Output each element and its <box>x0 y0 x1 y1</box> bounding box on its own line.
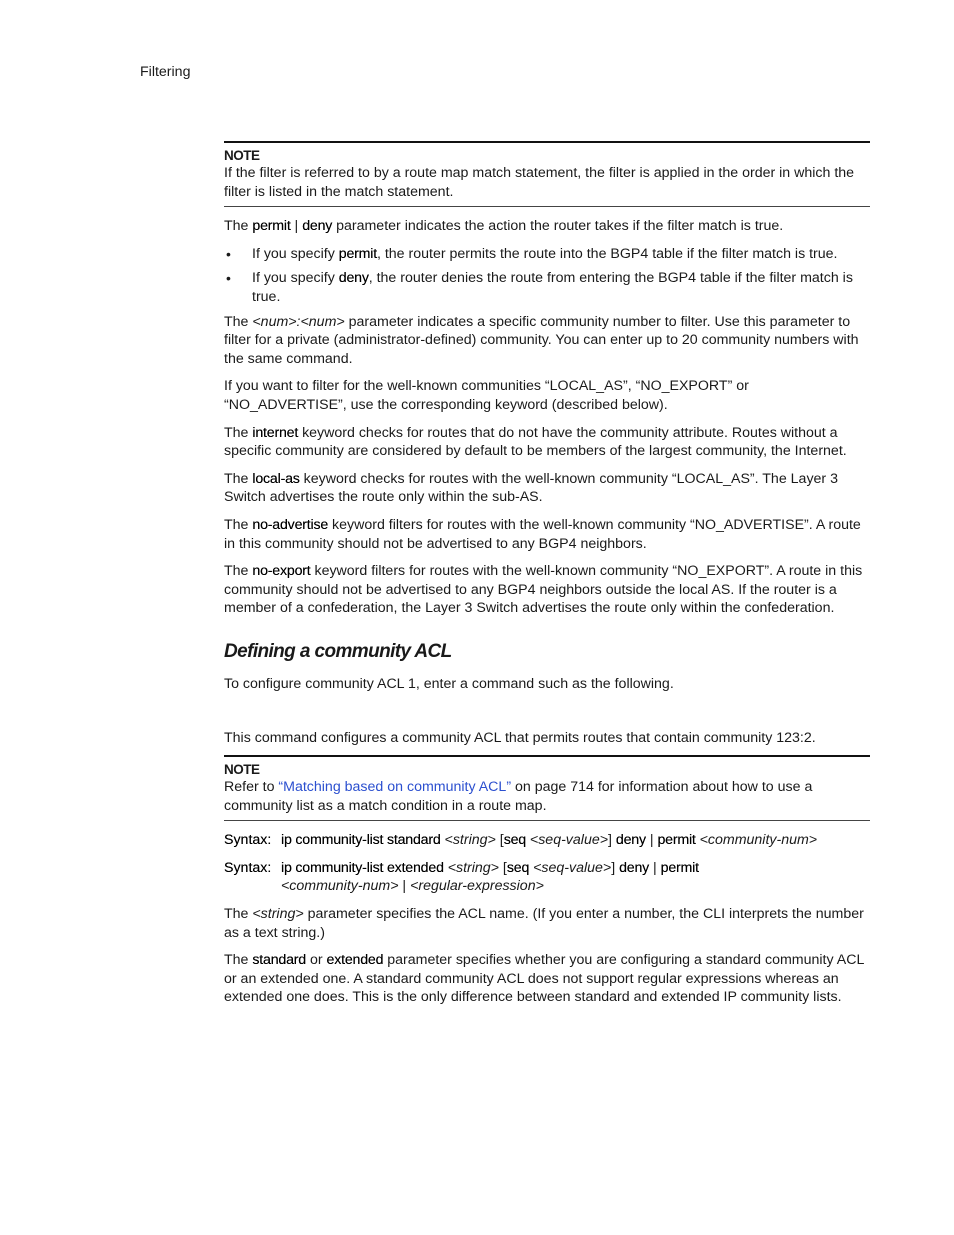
paragraph-permit-deny: The permit | deny parameter indicates the action the router takes if the filter match is true. <box>224 218 784 235</box>
variable-num: <num>:<num> <box>252 313 345 330</box>
keyword-deny: deny <box>338 270 369 287</box>
keyword-standard: standard <box>252 952 307 969</box>
paragraph-well-known: If you want to filter for the well-known communities “LOCAL_AS”, “NO_EXPORT” or “NO_ADVERTISE”, use the corresponding keyword (described below). <box>224 378 749 413</box>
command-keyword: ip community-list standard <box>281 832 441 849</box>
note-text: Refer to “Matching based on community ACL” on page 714 for information about how to use a community list as a match condition in a route map. <box>224 779 813 814</box>
paragraph-no-export: The no-export keyword filters for routes with the well-known community “NO_EXPORT”. A route in this community should not be advertised to any BGP4 neighbors outside the local AS. If the router is a member of a confederation, the Layer 3 Switch advertises the route only within the confederation. <box>224 563 863 617</box>
note-box-filter-order <box>224 141 870 207</box>
bullet-icon: • <box>226 245 231 262</box>
keyword-no-advertise: no-advertise <box>252 516 329 533</box>
bullet-icon: • <box>226 270 231 287</box>
note-text: If the filter is referred to by a route map match statement, the filter is applied in the order in which the filter is listed in the match statement. <box>224 165 855 200</box>
syntax-extended <box>224 859 870 896</box>
page-content <box>224 141 870 1007</box>
running-header: Filtering <box>140 64 191 80</box>
syntax-label: Syntax: <box>224 859 272 876</box>
syntax-standard <box>224 831 870 850</box>
paragraph-configure: To configure community ACL 1, enter a command such as the following. <box>224 675 674 692</box>
syntax-label: Syntax: <box>224 832 272 849</box>
syntax-body: ip community-list standard <string> [seq <seq-value>] deny | permit <community-num> <box>281 832 818 849</box>
keyword-extended: extended <box>326 952 384 969</box>
paragraph-string: The <string> parameter specifies the ACL name. (If you enter a number, the CLI interprets the number as a text string.) <box>224 906 864 941</box>
variable-string: <string> <box>252 906 304 923</box>
note-label: NOTE <box>224 762 260 778</box>
keyword-internet: internet <box>252 424 299 441</box>
cross-reference-link[interactable]: “Matching based on community ACL” <box>278 779 512 796</box>
paragraph-internet: The internet keyword checks for routes that do not have the community attribute. Routes without a specific community are considered by default to be members of the largest community, the Internet. <box>224 424 847 460</box>
paragraph-standard-extended: The standard or extended parameter specifies whether you are configuring a standard community ACL or an extended one. A standard community ACL does not support regular expressions whereas an extended one does. This is the only difference between standard and extended IP community lists. <box>224 952 864 1006</box>
keyword-local-as: local-as <box>252 470 300 487</box>
note-box-community-acl <box>224 755 870 821</box>
bullet-item-permit: • If you specify permit, the router permits the route into the BGP4 table if the filter match is true. <box>226 245 838 262</box>
keyword-no-export: no-export <box>252 563 311 580</box>
paragraph-local-as: The local-as keyword checks for routes with the well-known community “LOCAL_AS”. The Layer 3 Switch advertises the route only within the sub-AS. <box>224 470 838 506</box>
keyword-permit: permit <box>252 218 291 235</box>
paragraph-num: The <num>:<num> parameter indicates a specific community number to filter. Use this parameter to filter for a private (administrator-defined) community. You can enter up to 20 community numbers with the same command. <box>224 313 859 367</box>
syntax-body: ip community-list extended <string> [seq <seq-value>] deny | permit <community-num> | <regular-expression> <box>281 859 699 895</box>
paragraph-no-advertise: The no-advertise keyword filters for routes with the well-known community “NO_ADVERTISE”. A route in this community should not be advertised to any BGP4 neighbors. <box>224 516 861 552</box>
keyword-deny: deny <box>302 218 333 235</box>
keyword-permit: permit <box>338 245 377 262</box>
note-label: NOTE <box>224 148 260 163</box>
paragraph-command-description: This command configures a community ACL that permits routes that contain community 123:2. <box>224 730 816 747</box>
command-keyword: ip community-list extended <box>281 859 444 876</box>
section-heading: Defining a community ACL <box>224 640 452 662</box>
bullet-item-deny: • If you specify deny, the router denies the route from entering the BGP4 table if the filter match is true. <box>226 270 853 305</box>
